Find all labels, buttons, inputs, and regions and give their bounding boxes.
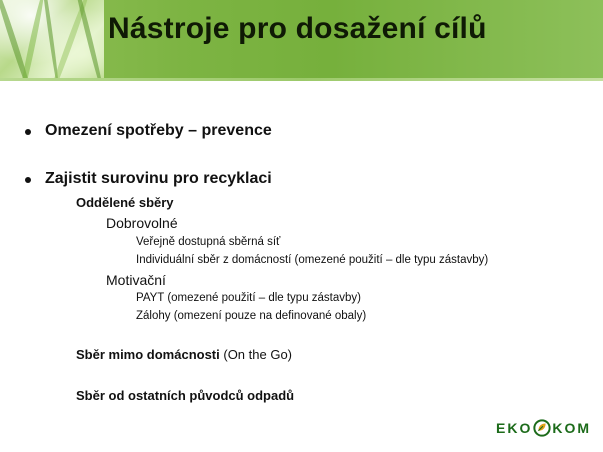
section-oddelene-sbery: Oddělené sběry: [76, 195, 174, 210]
bullet-dot: [25, 177, 31, 183]
recycle-leaf-icon: [533, 419, 551, 437]
bullet-item-prevence: Omezení spotřeby – prevence: [45, 122, 272, 139]
header-band: [0, 0, 603, 78]
logo-text-right: KOM: [552, 420, 592, 436]
list-item: Veřejně dostupná sběrná síť: [136, 236, 281, 248]
subsection-dobrovolne: Dobrovolné: [106, 215, 178, 231]
grass-photo: [0, 0, 104, 78]
list-item: Zálohy (omezení pouze na definované obaly): [136, 310, 367, 322]
section-mimo-label: Sběr mimo domácnosti: [76, 347, 220, 362]
bullet-dot: [25, 129, 31, 135]
list-item: Individuální sběr z domácností (omezené použití – dle typu zástavby): [136, 254, 489, 266]
section-ostatni-puvodci: Sběr od ostatních původců odpadů: [76, 388, 295, 403]
bullet-item-recyklace: Zajistit surovinu pro recyklaci: [45, 170, 272, 187]
page-title: Nástroje pro dosažení cílů: [108, 12, 487, 45]
section-mimo-note: (On the Go): [219, 347, 292, 362]
header-divider: [0, 78, 603, 81]
logo-text-left: EKO: [496, 420, 533, 436]
list-item: PAYT (omezené použití – dle typu zástavby): [136, 292, 362, 304]
ekokom-logo: [496, 417, 591, 439]
subsection-motivacni: Motivační: [106, 272, 166, 288]
section-mimo-domacnosti: [76, 347, 292, 362]
